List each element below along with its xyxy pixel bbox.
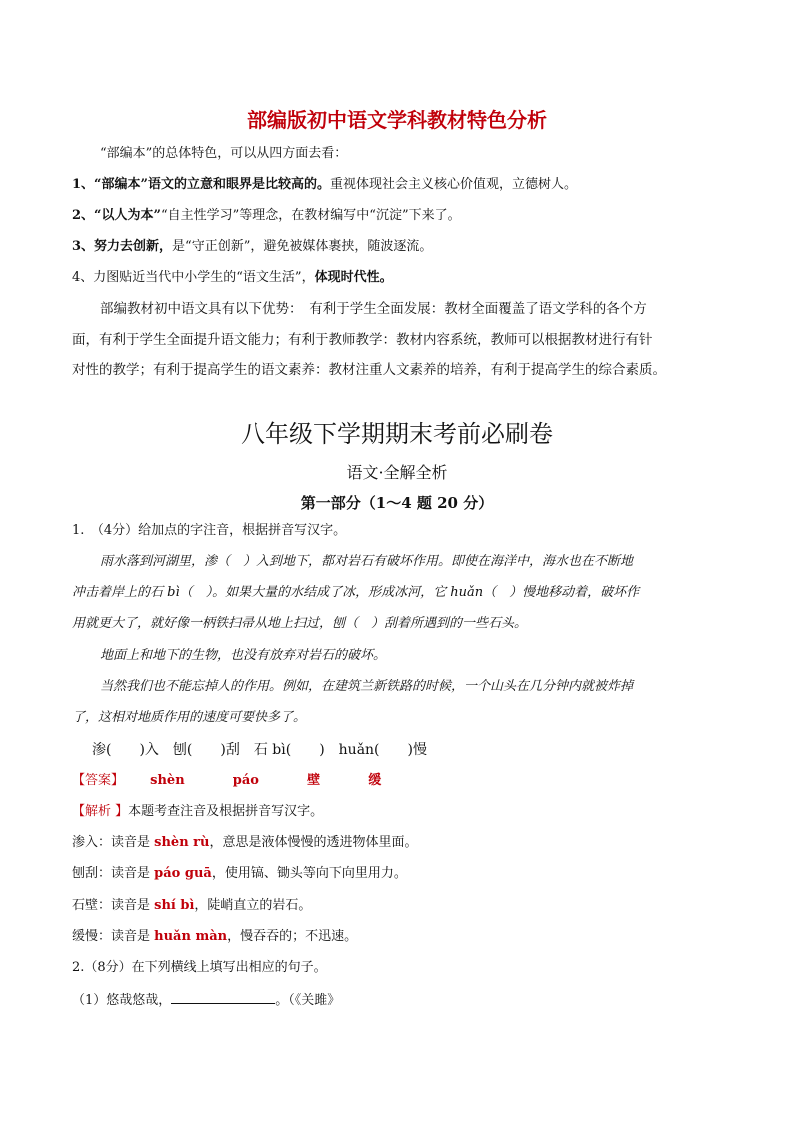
answer-3: 壁 <box>307 773 321 788</box>
intro-lead: “部编本”的总体特色，可以从四方面去看： <box>100 146 348 161</box>
point-1-rest: 重视体现社会主义核心价值观，立德树人。 <box>330 177 578 192</box>
q1-stem: 1. （4分）给加点的字注音，根据拼音写汉字。 <box>72 523 347 538</box>
analysis-label: 【解析 】 <box>72 804 129 819</box>
analysis-item-word: 刨刮：读音是 <box>72 866 151 881</box>
intro-point-2 <box>72 206 734 226</box>
q1-passage-line-4: 地面上和地下的生物，也没有放弃对岩石的破坏。 <box>100 648 387 663</box>
doc-title: 部编版初中语文学科教材特色分析 <box>247 108 547 132</box>
answer-1: shèn <box>150 773 185 788</box>
answer-4: 缓 <box>368 773 382 788</box>
analysis-item-meaning: ，慢吞吞的；不迅速。 <box>227 929 358 944</box>
analysis-item-2 <box>72 864 734 884</box>
advantages-line-1: 部编教材初中语文具有以下优势： 有利于学生全面发展：教材全面覆盖了语文学科的各个方 <box>100 301 647 317</box>
answer-2: páo <box>232 773 259 788</box>
q1-analysis <box>72 802 734 822</box>
analysis-item-pinyin: páo guā <box>154 866 212 881</box>
q1-passage-line-1: 雨水落到河湖里，渗（ ）入到地下，都对岩石有破坏作用。即使在海洋中，海水也在不断地 <box>100 554 634 569</box>
analysis-item-word: 石壁：读音是 <box>72 898 151 913</box>
q1-passage-line-6: 了，这相对地质作用的速度可要快多了。 <box>72 710 307 725</box>
analysis-item-pinyin: shèn rù <box>154 835 210 850</box>
point-1-bold: 1、“部编本”语文的立意和眼界是比较高的。 <box>72 177 331 192</box>
analysis-item-pinyin: shí bì <box>154 898 195 913</box>
analysis-text: 本题考查注音及根据拼音写汉字。 <box>128 804 324 819</box>
exam-title: 八年级下学期期末考前必刷卷 <box>241 420 553 448</box>
exam-part-heading: 第一部分（1～4 题 20 分） <box>300 494 494 512</box>
point-4-rest: 4、力图贴近当代中小学生的“语文生活”， <box>72 270 315 285</box>
q2-item-1-source: 。（《关雎》 <box>275 993 341 1008</box>
q2-stem: 2.（8分）在下列横线上填写出相应的句子。 <box>72 960 327 975</box>
q2-item-1 <box>72 989 734 1011</box>
analysis-item-meaning: ，陡峭直立的岩石。 <box>194 898 312 913</box>
analysis-item-pinyin: huǎn màn <box>154 929 228 944</box>
point-3-rest: 是“守正创新”，避免被媒体裹挟，随波逐流。 <box>172 239 433 254</box>
q1-fill-line: 渗( )入 刨( )刮 石 bì( ) huǎn( )慢 <box>92 742 427 758</box>
advantages-line-2: 面，有利于学生全面提升语文能力；有利于教师教学：教材内容系统，教师可以根据教材进行有针 <box>72 332 653 348</box>
point-2-bold: 2、“以人为本” <box>72 208 162 223</box>
analysis-item-1 <box>72 833 734 853</box>
analysis-item-meaning: ，意思是液体慢慢的透进物体里面。 <box>209 835 418 850</box>
analysis-item-4 <box>72 927 734 947</box>
analysis-item-word: 渗入：读音是 <box>72 835 151 850</box>
q1-passage-line-2: 冲击着岸上的石 bì（ ）。如果大量的水结成了冰，形成冰河，它 huǎn（ ）慢地移动着，破坏作 <box>72 585 640 600</box>
q1-answer <box>72 771 734 791</box>
point-4-bold: 体现时代性。 <box>314 270 393 285</box>
point-2-rest: “自主性学习”等理念，在教材编写中“沉淀”下来了。 <box>161 208 461 223</box>
intro-point-1 <box>72 175 734 195</box>
analysis-item-word: 缓慢：读音是 <box>72 929 151 944</box>
q1-passage-line-3: 用就更大了，就好像一柄铁扫帚从地上扫过，刨（ ）刮着所遇到的一些石头。 <box>72 616 528 631</box>
answer-label: 【答案】 <box>72 773 125 788</box>
analysis-item-meaning: ，使用镐、锄头等向下向里用力。 <box>211 866 407 881</box>
q1-passage-line-5: 当然我们也不能忘掉人的作用。例如，在建筑兰新铁路的时候，一个山头在几分钟内就被炸掉 <box>100 679 634 694</box>
analysis-item-3 <box>72 896 734 916</box>
exam-subtitle: 语文·全解全析 <box>346 463 448 482</box>
intro-point-4 <box>72 268 734 288</box>
point-3-bold: 3、努力去创新， <box>72 239 173 254</box>
advantages-line-3: 对性的教学；有利于提高学生的语文素养：教材注重人文素养的培养，有利于提高学生的综合素质。 <box>72 362 666 378</box>
intro-point-3 <box>72 237 734 257</box>
answer-blank[interactable] <box>171 989 275 1004</box>
q2-item-1-prefix: （1）悠哉悠哉， <box>72 993 172 1008</box>
